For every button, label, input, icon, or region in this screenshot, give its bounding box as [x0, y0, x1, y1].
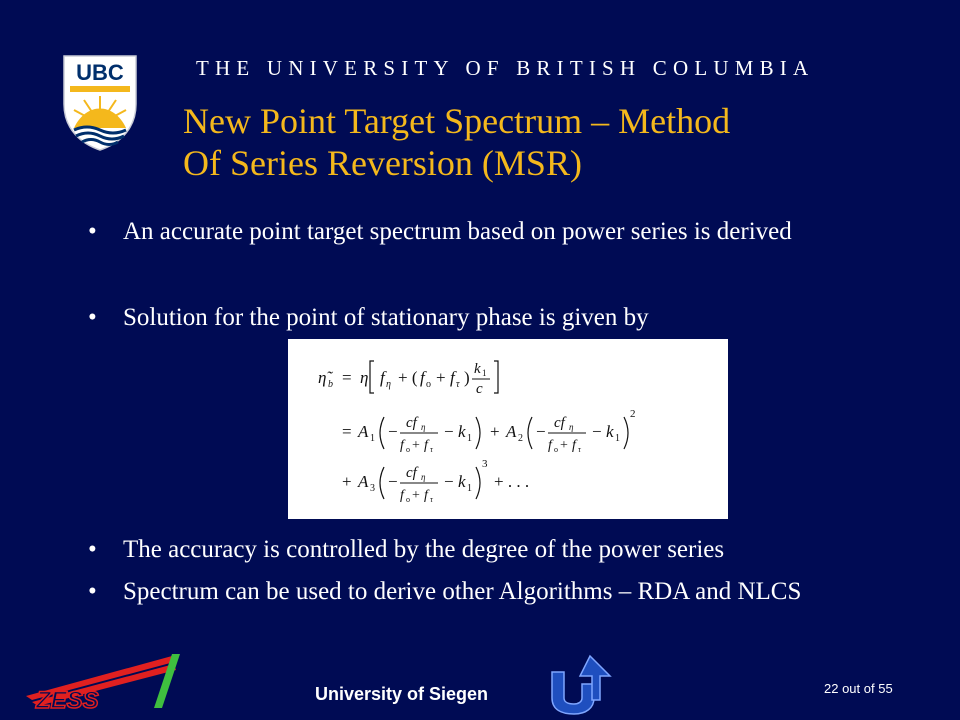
bullet-dot: • — [88, 578, 97, 605]
ubc-logo-text: UBC — [76, 60, 124, 85]
svg-text:−: − — [592, 422, 602, 441]
svg-text:2: 2 — [518, 433, 523, 444]
ubc-logo — [60, 52, 140, 152]
svg-text:η: η — [360, 368, 369, 387]
svg-text:τ: τ — [456, 379, 460, 390]
bullet-dot: • — [88, 218, 97, 245]
svg-text:3: 3 — [370, 483, 375, 494]
svg-text:1: 1 — [370, 433, 375, 444]
bullet-text: Solution for the point of stationary phase is given by — [123, 304, 649, 331]
svg-text:η: η — [569, 422, 574, 432]
svg-text:−: − — [444, 472, 454, 491]
svg-text:f: f — [420, 368, 425, 387]
bullet-text: Spectrum can be used to derive other Algorithms – RDA and NLCS — [123, 578, 802, 605]
svg-text:cf: cf — [406, 465, 417, 481]
svg-text:+: + — [560, 438, 568, 453]
svg-text:+: + — [412, 488, 420, 503]
bullet-item — [88, 534, 953, 565]
svg-text:cf: cf — [406, 415, 417, 431]
svg-text:k: k — [606, 422, 614, 441]
svg-text:f: f — [380, 368, 385, 387]
slide-title-line-1: New Point Target Spectrum – Method — [183, 101, 731, 141]
zess-logo — [22, 652, 182, 710]
svg-text:+: + — [436, 368, 446, 387]
zess-logo-text: ZESS — [36, 687, 99, 710]
svg-text:=: = — [342, 422, 352, 441]
stationary-phase-formula — [288, 339, 728, 519]
svg-text:η: η — [421, 422, 426, 432]
svg-text:f: f — [450, 368, 455, 387]
svg-text:3: 3 — [482, 458, 488, 470]
svg-text:o: o — [426, 379, 431, 390]
svg-text:−: − — [536, 422, 546, 441]
svg-text:f: f — [400, 488, 404, 503]
slide-title — [183, 100, 903, 184]
svg-text:A: A — [358, 422, 369, 441]
svg-text:k: k — [474, 361, 481, 377]
svg-text:+: + — [412, 438, 420, 453]
bullet-item — [88, 576, 953, 607]
page-number: 22 out of 55 — [824, 681, 893, 696]
bullet-dot: • — [88, 304, 97, 331]
slide-title-line-2: Of Series Reversion (MSR) — [183, 143, 582, 183]
svg-text:1: 1 — [482, 368, 487, 378]
svg-text:f: f — [548, 438, 552, 453]
svg-text:o: o — [554, 445, 558, 454]
svg-text:A: A — [506, 422, 517, 441]
svg-text:=: = — [342, 368, 352, 387]
svg-text:+: + — [490, 422, 500, 441]
svg-text:τ: τ — [578, 445, 581, 454]
svg-text:o: o — [406, 445, 410, 454]
bullet-text: The accuracy is controlled by the degree of the power series — [123, 536, 725, 563]
svg-text:τ: τ — [430, 445, 433, 454]
svg-text:1: 1 — [615, 433, 620, 444]
svg-text:η: η — [421, 472, 426, 482]
bullet-item — [88, 216, 953, 247]
svg-text:): ) — [464, 368, 470, 387]
svg-text:+ . . .: + . . . — [494, 472, 530, 491]
svg-text:c: c — [476, 381, 483, 397]
svg-text:f: f — [400, 438, 404, 453]
svg-text:cf: cf — [554, 415, 565, 431]
svg-text:−: − — [444, 422, 454, 441]
svg-text:2: 2 — [630, 408, 636, 420]
svg-text:1: 1 — [467, 433, 472, 444]
bullet-item — [88, 302, 953, 333]
svg-text:f: f — [424, 488, 428, 503]
svg-text:o: o — [406, 495, 410, 504]
bullet-text: An accurate point target spectrum based on power series is derived — [123, 218, 792, 245]
svg-text:f: f — [424, 438, 428, 453]
svg-text:η: η — [386, 379, 391, 390]
svg-text:τ: τ — [430, 495, 433, 504]
svg-text:k: k — [458, 472, 466, 491]
svg-text:−: − — [388, 422, 398, 441]
svg-text:b: b — [328, 379, 333, 390]
svg-text:+ (: + ( — [398, 368, 418, 387]
svg-text:+: + — [342, 472, 352, 491]
header-university-name: THE UNIVERSITY OF BRITISH COLUMBIA — [196, 56, 815, 80]
svg-text:η̃: η̃ — [318, 368, 327, 387]
svg-text:1: 1 — [467, 483, 472, 494]
svg-text:−: − — [388, 472, 398, 491]
svg-text:k: k — [458, 422, 466, 441]
svg-text:f: f — [572, 438, 576, 453]
footer-university-name: University of Siegen — [315, 684, 489, 704]
bullet-dot: • — [88, 536, 97, 563]
svg-text:A: A — [358, 472, 369, 491]
siegen-logo — [546, 654, 612, 716]
